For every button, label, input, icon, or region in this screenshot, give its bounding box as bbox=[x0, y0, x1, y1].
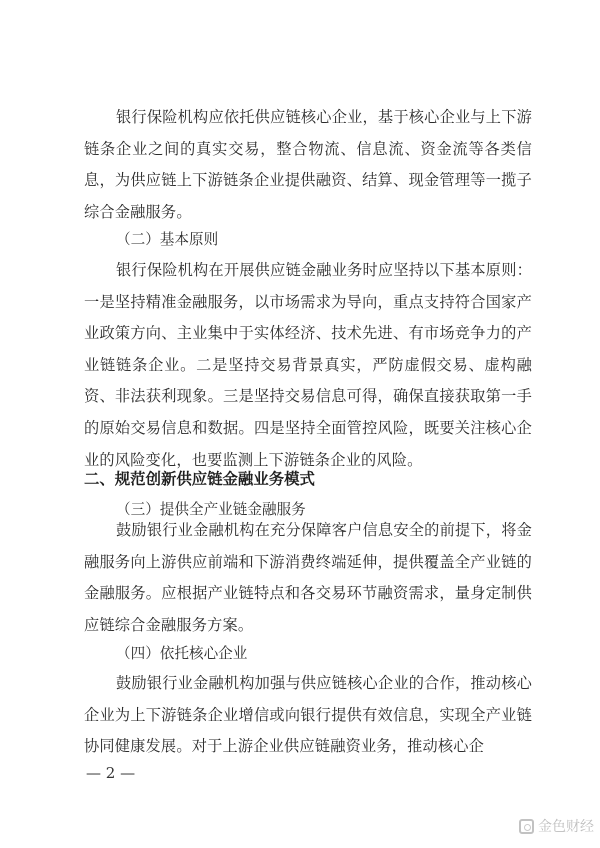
subheading-core-enterprise: （四）依托核心企业 bbox=[116, 645, 248, 662]
page-number: — 2 — bbox=[86, 764, 136, 782]
subheading-basic-principles: （二）基本原则 bbox=[116, 231, 219, 248]
subheading-full-chain-services: （三）提供全产业链金融服务 bbox=[116, 501, 306, 518]
paragraph-core-enterprise: 鼓励银行业金融机构加强与供应链核心企业的合作，推动核心企业为上下游链条企业增信或向银行提供有效信息，实现全产业链协同健康发展。对于上游企业供应链融资业务，推动核心企 bbox=[84, 674, 532, 756]
paragraph-supply-chain-services: 银行保险机构应依托供应链核心企业，基于核心企业与上下游链条企业之间的真实交易，整合物流、信息流、资金流等各类信息，为供应链上下游链条企业提供融资、结算、现金管理等一揽子综合金融服务。 bbox=[84, 108, 532, 221]
section-heading-business-models: 二、规范创新供应链金融业务模式 bbox=[84, 470, 315, 488]
watermark bbox=[519, 816, 594, 836]
watermark-text: 金色财经 bbox=[538, 819, 594, 835]
paragraph-full-chain-services: 鼓励银行业金融机构在充分保障客户信息安全的前提下，将金融服务向上游供应前端和下游消费终端延伸，提供覆盖全产业链的金融服务。应根据产业链特点和各交易环节融资需求，量身定制供应链综合金融服务方案。 bbox=[84, 521, 532, 634]
watermark-logo-icon bbox=[519, 819, 534, 834]
paragraph-basic-principles: 银行保险机构在开展供应链金融业务时应坚持以下基本原则：一是坚持精准金融服务，以市场需求为导向，重点支持符合国家产业政策方向、主业集中于实体经济、技术先进、有市场竞争力的产业链链条企业。二是坚持交易背景真实，严防虚假交易、虚构融资、非法获利现象。三是坚持交易信息可得，确保直接获取第一手的原始交易信息和数据。四是坚持全面管控风险，既要关注核心企业的风险变化，也要监测上下游链条企业的风险。 bbox=[84, 261, 532, 469]
